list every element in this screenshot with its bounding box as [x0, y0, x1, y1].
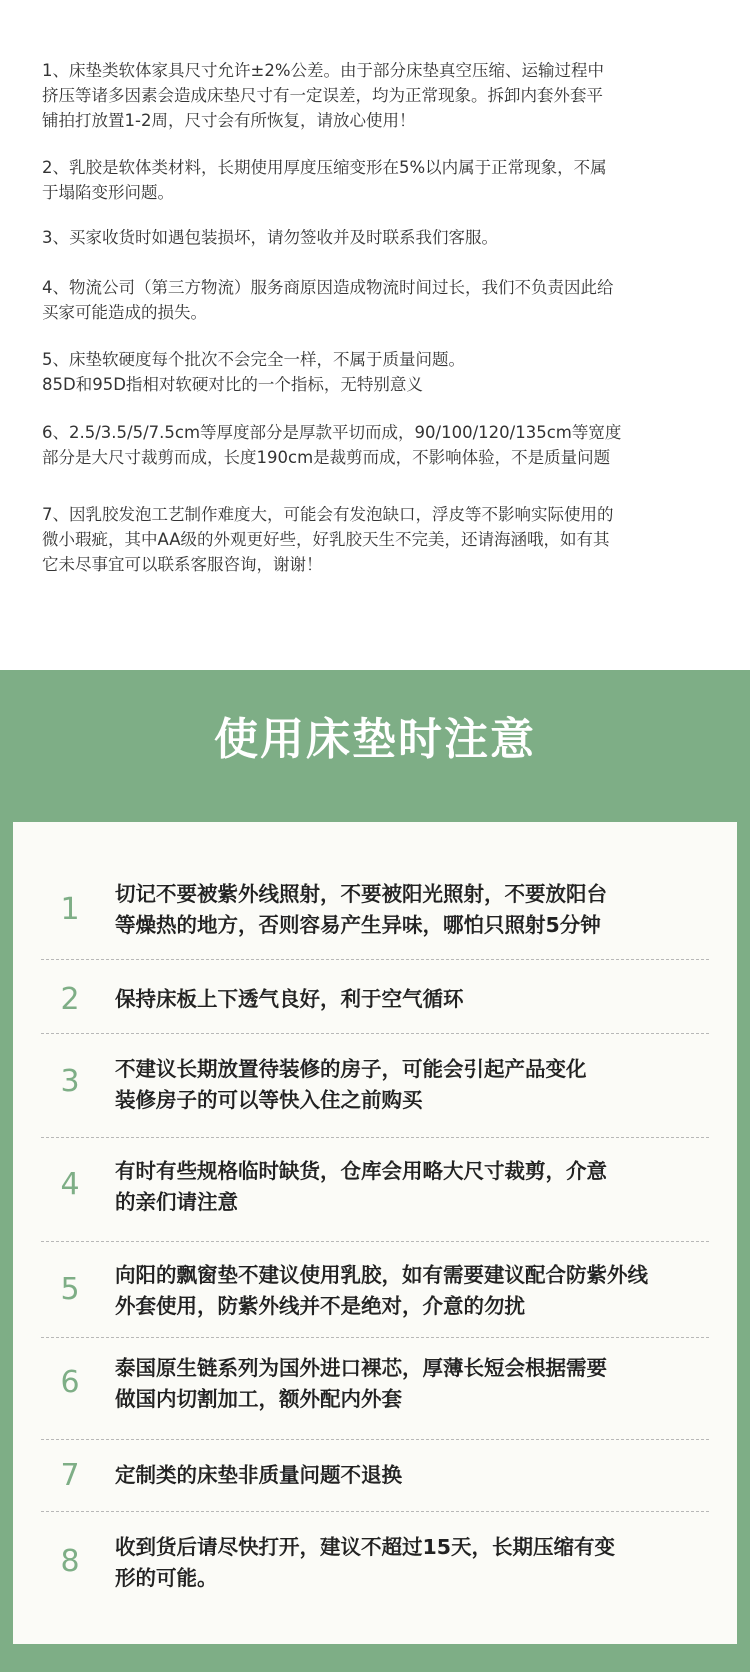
- item-number: 5: [60, 1272, 80, 1307]
- item-text: 向阳的飘窗垫不建议使用乳胶，如有需要建议配合防紫外线 外套使用，防紫外线并不是绝对，介意的勿扰: [115, 1263, 648, 1318]
- item-text: 收到货后请尽快打开，建议不超过15天，长期压缩有变 形的可能。: [115, 1535, 616, 1590]
- item-number: 4: [60, 1167, 80, 1202]
- item-text: 有时有些规格临时缺货，仓库会用略大尺寸裁剪，介意 的亲们请注意: [115, 1159, 607, 1214]
- item-divider: [41, 959, 709, 960]
- policy-notes-section: [0, 0, 750, 670]
- note-6: 6、2.5/3.5/5/7.5cm等厚度部分是厚款平切而成，90/100/120/135cm等宽度 部分是大尺寸裁剪而成，长度190cm是裁剪而成，不影响体验，不是质量问题: [42, 423, 622, 467]
- item-text: 保持床板上下透气良好，利于空气循环: [115, 987, 464, 1011]
- item-text: 不建议长期放置待装修的房子，可能会引起产品变化 装修房子的可以等快入住之前购买: [115, 1057, 587, 1112]
- item-divider: [41, 1137, 709, 1138]
- usage-notes-card: [13, 822, 737, 1644]
- note-7: 7、因乳胶发泡工艺制作难度大，可能会有发泡缺口，浮皮等不影响实际使用的 微小瑕疵，其中AA级的外观更好些，好乳胶天生不完美，还请海涵哦，如有其 它未尽事宜可以联系客服咨询，谢谢！: [42, 505, 614, 574]
- item-number: 8: [60, 1544, 80, 1579]
- item-divider: [41, 1337, 709, 1338]
- section-title: 使用床垫时注意: [214, 714, 536, 765]
- item-text: 切记不要被紫外线照射，不要被阳光照射，不要放阳台 等燥热的地方，否则容易产生异味，哪怕只照射5分钟: [115, 882, 607, 937]
- item-number: 1: [60, 892, 80, 927]
- item-number: 2: [60, 982, 80, 1017]
- note-3: 3、买家收货时如遇包装损坏，请勿签收并及时联系我们客服。: [42, 228, 498, 247]
- note-4: 4、物流公司（第三方物流）服务商原因造成物流时间过长，我们不负责因此给 买家可能造成的损失。: [42, 278, 614, 322]
- note-2: 2、乳胶是软体类材料，长期使用厚度压缩变形在5%以内属于正常现象，不属 于塌陷变形问题。: [42, 158, 607, 202]
- note-1: 1、床垫类软体家具尺寸允许±2%公差。由于部分床垫真空压缩、运输过程中 挤压等诸多因素会造成床垫尺寸有一定误差，均为正常现象。拆卸内套外套平 铺拍打放置1-2周，尺寸会有所恢复，请放心使用！: [42, 61, 604, 130]
- item-number: 3: [60, 1064, 80, 1099]
- item-divider: [41, 1439, 709, 1440]
- item-divider: [41, 1241, 709, 1242]
- item-divider: [41, 1511, 709, 1512]
- item-divider: [41, 1033, 709, 1034]
- note-5: 5、床垫软硬度每个批次不会完全一样，不属于质量问题。 85D和95D指相对软硬对比的一个指标，无特别意义: [42, 350, 465, 394]
- item-text: 泰国原生链系列为国外进口裸芯，厚薄长短会根据需要 做国内切割加工，额外配内外套: [115, 1356, 607, 1411]
- item-number: 7: [60, 1458, 80, 1493]
- item-number: 6: [60, 1365, 80, 1400]
- item-text: 定制类的床垫非质量问题不退换: [115, 1463, 402, 1487]
